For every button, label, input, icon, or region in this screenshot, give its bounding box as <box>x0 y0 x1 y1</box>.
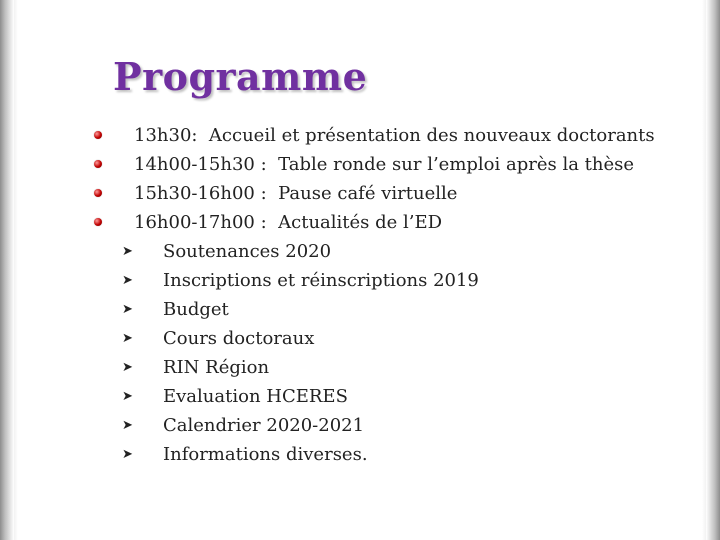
schedule-text: Table ronde sur l’emploi après la thèse <box>278 154 635 175</box>
red-dot-icon <box>94 218 102 226</box>
sub-item <box>0 295 720 324</box>
schedule-text: Pause café virtuelle <box>278 183 458 204</box>
arrowhead-icon: ➤ <box>122 447 133 462</box>
schedule-text: Actualités de l’ED <box>278 212 443 233</box>
sub-item <box>0 440 720 469</box>
red-dot-icon <box>94 131 102 139</box>
schedule-line <box>134 150 634 179</box>
sub-item-text: RIN Région <box>163 357 270 378</box>
schedule-time: 14h00-15h30 : <box>134 154 267 175</box>
red-dot-icon <box>94 189 102 197</box>
sub-item <box>0 324 720 353</box>
schedule-item <box>0 121 720 150</box>
schedule-text: Accueil et présentation des nouveaux doctorants <box>208 125 655 146</box>
red-dot-icon <box>94 160 102 168</box>
arrowhead-icon: ➤ <box>122 418 133 433</box>
schedule-item <box>0 179 720 208</box>
sub-item <box>0 237 720 266</box>
arrowhead-icon: ➤ <box>122 331 133 346</box>
schedule-time: 13h30: <box>134 125 198 146</box>
sub-item <box>0 266 720 295</box>
arrowhead-icon: ➤ <box>122 389 133 404</box>
schedule-time: 16h00-17h00 : <box>134 212 267 233</box>
slide-title: Programme <box>113 54 368 99</box>
schedule-line <box>134 208 442 237</box>
sub-item-text: Cours doctoraux <box>163 328 315 349</box>
sub-item-text: Inscriptions et réinscriptions 2019 <box>163 270 479 291</box>
schedule-line <box>134 121 655 150</box>
sub-item-text: Evaluation HCERES <box>163 386 348 407</box>
schedule-item <box>0 208 720 237</box>
arrowhead-icon: ➤ <box>122 244 133 259</box>
sub-item <box>0 382 720 411</box>
arrowhead-icon: ➤ <box>122 273 133 288</box>
schedule-item <box>0 150 720 179</box>
sub-item-text: Budget <box>163 299 229 320</box>
sub-item-text: Soutenances 2020 <box>163 241 332 262</box>
sub-item-text: Informations diverses. <box>163 444 368 465</box>
arrowhead-icon: ➤ <box>122 302 133 317</box>
schedule-line <box>134 179 457 208</box>
arrowhead-icon: ➤ <box>122 360 133 375</box>
sub-item <box>0 353 720 382</box>
sub-item-text: Calendrier 2020-2021 <box>163 415 365 436</box>
schedule-time: 15h30-16h00 : <box>134 183 267 204</box>
sub-item <box>0 411 720 440</box>
